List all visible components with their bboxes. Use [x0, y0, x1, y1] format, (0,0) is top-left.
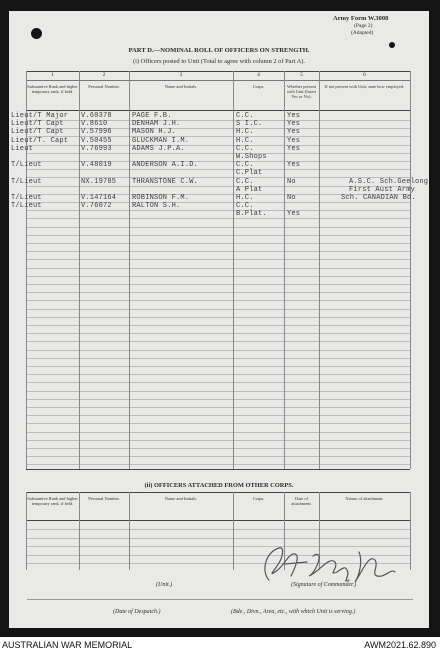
cell-name: PAGE F.B. — [132, 112, 172, 120]
cell-rank: Lieut/T. Capt — [11, 137, 69, 145]
row-rule — [26, 317, 410, 318]
row-rule — [26, 399, 410, 400]
column-header: Personal Number. — [88, 84, 120, 89]
row-rule — [26, 235, 410, 236]
cell-corps: W.Shops — [236, 153, 267, 161]
section-ii-title: (ii) OFFICERS ATTACHED FROM OTHER CORPS. — [144, 482, 294, 489]
row-rule — [26, 259, 410, 260]
row-rule — [26, 292, 410, 293]
row-rule — [26, 366, 410, 367]
column-header: Corps. — [252, 84, 265, 89]
cell-number: V.76993 — [81, 145, 112, 153]
column-number: 5 — [300, 72, 303, 78]
cell-corps: A Plat — [236, 186, 263, 194]
cell-rank: T/Lieut — [11, 178, 42, 186]
cell-rank: Lieut/T Capt — [11, 120, 64, 128]
column-rule — [319, 71, 320, 469]
row-rule — [26, 464, 410, 465]
cell-name: ANDERSON A.I.D. — [132, 161, 199, 169]
row-rule — [26, 448, 410, 449]
column-rule — [79, 71, 80, 469]
cell-corps: H.C. — [236, 194, 254, 202]
section-i-title: (i) Officers posted to Unit (Total to agree with column 2 of Part A). — [133, 58, 305, 65]
cell-corps: C.C. — [236, 178, 254, 186]
column-number: 2 — [102, 72, 106, 78]
cell-present: Yes — [287, 210, 301, 218]
cell-corps: C.C. — [236, 112, 254, 120]
row-rule — [26, 309, 410, 310]
cell-present: Yes — [287, 161, 301, 169]
cell-corps: H.C. — [236, 137, 254, 145]
cell-number: V.50455 — [81, 137, 112, 145]
column-header: Nature of attachment. — [345, 496, 384, 501]
punch-hole — [31, 28, 42, 39]
form-sheet — [9, 11, 429, 628]
cell-present: Yes — [287, 128, 301, 136]
row-rule — [26, 456, 410, 457]
cell-rank: T/Lieut — [11, 202, 42, 210]
row-rule — [26, 374, 410, 375]
row-rule — [26, 218, 410, 219]
cell-name: ADAMS J.P.A. — [132, 145, 185, 153]
column-header: Whether present with Unit (Insert Yes or No). — [286, 84, 317, 99]
cell-rank: Lieut/T Major — [11, 112, 69, 120]
row-rule — [26, 243, 410, 244]
cell-note: First Aust Army — [349, 186, 416, 194]
cell-number: V.48019 — [81, 161, 112, 169]
archive-footer — [0, 637, 440, 653]
cell-name: MASON H.J. — [132, 128, 177, 136]
cell-name: GLUCKMAN I.M. — [132, 137, 190, 145]
column-rule — [284, 71, 285, 469]
row-rule — [26, 284, 410, 285]
column-header: Date of attachment. — [291, 496, 312, 506]
cell-corps: H.C. — [236, 128, 254, 136]
cell-rank: T/Lieut — [11, 161, 42, 169]
row-rule — [26, 440, 410, 441]
column-number: 6 — [363, 72, 366, 78]
cell-rank: Lieut/T Capt — [11, 128, 64, 136]
row-rule — [26, 169, 410, 170]
column-rule — [233, 71, 234, 469]
row-rule — [26, 358, 410, 359]
cell-corps: C.C. — [236, 161, 254, 169]
bde-label: (Bde., Divn., Area, etc., with which Unit is serving.) — [231, 609, 356, 615]
unit-label: (Unit.) — [156, 582, 173, 588]
form-number: Army Form W.3008 — [333, 15, 389, 22]
row-rule — [26, 350, 410, 351]
footer-accession: AWM2021.62.890 — [364, 640, 436, 650]
row-rule — [26, 432, 410, 433]
column-header: Substantive Rank and higher temporary rank, if held. — [27, 496, 78, 506]
cell-number: V.60378 — [81, 112, 112, 120]
column-rule — [233, 492, 234, 570]
row-rule — [26, 423, 410, 424]
footer-institution: AUSTRALIAN WAR MEMORIAL — [2, 640, 133, 650]
row-rule — [26, 333, 410, 334]
cell-present: Yes — [287, 112, 301, 120]
row-rule — [26, 300, 410, 301]
table2-top-rule — [26, 492, 410, 493]
form-page: (Page 2) — [354, 23, 373, 29]
cell-corps: S I.C. — [236, 120, 263, 128]
cell-rank: T/Lieut — [11, 194, 42, 202]
cell-name: RALTON S.H. — [132, 202, 181, 210]
row-rule — [26, 382, 410, 383]
column-header: If not present with Unit, state how employed. — [324, 84, 405, 89]
column-rule — [129, 71, 130, 469]
despatch-label: (Date of Despatch.) — [113, 609, 161, 615]
row-rule — [26, 341, 410, 342]
column-number: 4 — [257, 72, 260, 78]
column-number: 3 — [179, 72, 183, 78]
row-rule — [26, 268, 410, 269]
column-header: Name and Initials. — [164, 496, 198, 501]
row-rule — [26, 407, 410, 408]
column-number: 1 — [51, 72, 54, 78]
column-header: Personal Number. — [88, 496, 120, 501]
signature-divider — [27, 599, 413, 600]
column-header: Corps. — [252, 496, 265, 501]
cell-present: No — [287, 194, 296, 202]
column-header: Name and Initials. — [164, 84, 198, 89]
header-rule — [26, 110, 410, 111]
column-number-rule — [26, 80, 410, 81]
table-bottom-rule — [26, 469, 410, 470]
cell-present: Yes — [287, 137, 301, 145]
cell-corps: C.C. — [236, 145, 254, 153]
cell-name: DENHAM J.H. — [132, 120, 181, 128]
cell-rank: Lieut — [11, 145, 34, 153]
column-rule — [129, 492, 130, 570]
cell-name: ROBINSON F.M. — [132, 194, 190, 202]
row-rule — [26, 415, 410, 416]
cell-number: V.8610 — [81, 120, 108, 128]
column-rule — [79, 492, 80, 570]
cell-name: THRANSTONE C.W. — [132, 178, 199, 186]
row-rule — [26, 251, 410, 252]
cell-present: No — [287, 178, 296, 186]
cell-number: V.57996 — [81, 128, 112, 136]
part-title: PART D.—NOMINAL ROLL OF OFFICERS ON STRENGTH. — [128, 47, 310, 54]
cell-number: NX.19785 — [81, 178, 117, 186]
cell-number: V.76072 — [81, 202, 112, 210]
column-rule — [410, 492, 411, 570]
cell-present: Yes — [287, 145, 301, 153]
form-adapted: (Adapted) — [351, 30, 374, 36]
row-rule — [26, 227, 410, 228]
cell-corps: C.C. — [236, 202, 254, 210]
column-rule — [410, 71, 411, 469]
commander-label: (Signature of Commander.) — [291, 582, 357, 588]
row-rule — [26, 276, 410, 277]
row-rule — [26, 391, 410, 392]
row-rule — [26, 210, 410, 211]
cell-note: Sch. CANADIAN Bd. — [341, 194, 416, 202]
cell-present: Yes — [287, 120, 301, 128]
row-rule — [26, 529, 410, 530]
column-header: Substantive Rank and higher temporary rank, if held. — [27, 84, 78, 94]
row-rule — [26, 153, 410, 154]
row-rule — [26, 538, 410, 539]
table2-header-rule — [26, 520, 410, 521]
row-rule — [26, 325, 410, 326]
cell-corps: B.Plat. — [236, 210, 267, 218]
cell-number: V.147164 — [81, 194, 117, 202]
cell-note: A.S.C. Sch.Geelong — [349, 178, 429, 186]
cell-corps: C.Plat — [236, 169, 263, 177]
